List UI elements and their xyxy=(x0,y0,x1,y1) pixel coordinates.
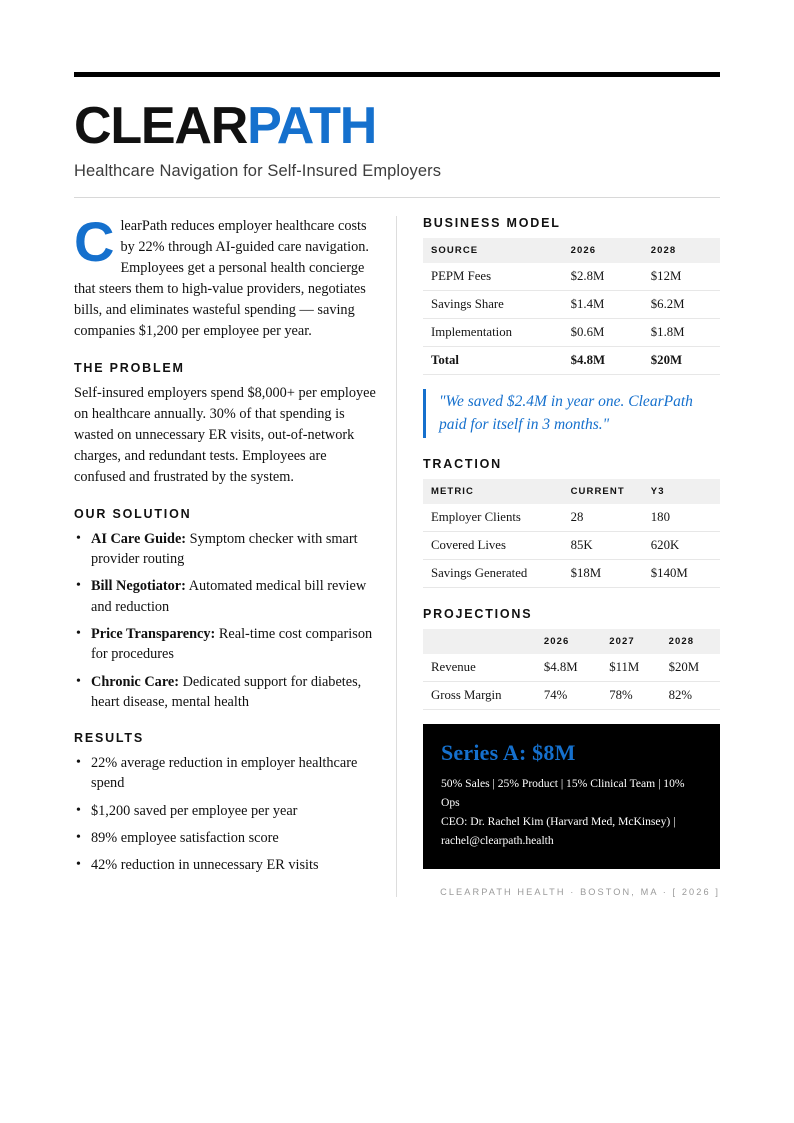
document-page xyxy=(74,0,720,897)
list-item-title: Price Transparency: xyxy=(91,625,216,642)
traction-table xyxy=(423,479,720,588)
table-row xyxy=(423,263,720,291)
business-model-table xyxy=(423,238,720,375)
cell-label: Savings Share xyxy=(423,290,563,318)
cell-value: 74% xyxy=(536,682,601,710)
table-row-total xyxy=(423,346,720,374)
cell-value: $20M xyxy=(661,654,720,682)
cell-value: $1.8M xyxy=(643,318,720,346)
cell-value: $11M xyxy=(601,654,660,682)
cell-value: 28 xyxy=(563,504,643,532)
list-item xyxy=(91,624,378,665)
top-rule xyxy=(74,72,720,77)
funding-allocation: 50% Sales | 25% Product | 15% Clinical Team | 10% Ops xyxy=(440,777,685,810)
projections-table xyxy=(423,629,720,710)
brand-accent: PATH xyxy=(247,97,377,155)
column-header: SOURCE xyxy=(423,238,563,263)
column-header: METRIC xyxy=(423,479,563,504)
footer-text: CLEARPATH HEALTH · BOSTON, MA · [ 2026 ] xyxy=(440,886,720,897)
two-column-body xyxy=(74,209,720,897)
table-row xyxy=(423,560,720,588)
funding-contact-line1: CEO: Dr. Rachel Kim (Harvard Med, McKinsey) | xyxy=(440,815,676,829)
cell-value: $4.8M xyxy=(536,654,601,682)
cell-label: Covered Lives xyxy=(423,532,563,560)
list-item-title: AI Care Guide: xyxy=(91,530,187,547)
section-heading-results: RESULTS xyxy=(74,731,145,746)
cell-value: 85K xyxy=(563,532,643,560)
cell-value: $18M xyxy=(563,560,643,588)
cell-value: $1.4M xyxy=(563,290,643,318)
list-item xyxy=(91,576,378,617)
column-header-blank xyxy=(423,629,536,654)
table-row xyxy=(423,532,720,560)
funding-title: Series A: $8M xyxy=(440,740,576,766)
cell-value: 180 xyxy=(643,504,720,532)
list-item-title: Chronic Care: xyxy=(91,673,180,690)
section-heading-projections: PROJECTIONS xyxy=(422,607,533,622)
drop-cap: C xyxy=(74,209,115,273)
brand-primary: CLEAR xyxy=(74,97,248,155)
column-header: Y3 xyxy=(643,479,720,504)
funding-contact-line2: rachel@clearpath.health xyxy=(440,833,554,847)
list-item: • 89% employee satisfaction score xyxy=(91,828,378,848)
column-header: 2026 xyxy=(536,629,601,654)
cell-value: 620K xyxy=(643,532,720,560)
solution-list xyxy=(74,529,378,712)
problem-text: Self-insured employers spend $8,000+ per employee on healthcare annually. 30% of that spending is wasted on unnecessary ER visits, out-of-network charges, and redundant tests. Employees are confused and frustrated by the system. xyxy=(74,384,376,485)
cell-value: $0.6M xyxy=(563,318,643,346)
customer-quote: "We saved $2.4M in year one. ClearPath paid for itself in 3 months." xyxy=(423,389,720,439)
list-item-text: Real-time cost comparison for procedures xyxy=(91,625,373,663)
list-item xyxy=(91,672,378,713)
cell-label: Revenue xyxy=(423,654,536,682)
table-row xyxy=(423,318,720,346)
brand-logo xyxy=(74,99,720,154)
list-item-text: Automated medical bill review and reduction xyxy=(91,578,367,615)
cell-label: Savings Generated xyxy=(423,560,563,588)
cell-value: $6.2M xyxy=(643,290,720,318)
list-item: • 22% average reduction in employer healthcare spend xyxy=(91,753,378,794)
table-row xyxy=(423,504,720,532)
column-header: 2028 xyxy=(643,238,720,263)
table-row xyxy=(423,290,720,318)
column-header: CURRENT xyxy=(563,479,643,504)
table-header-row xyxy=(423,238,720,263)
right-column xyxy=(397,216,720,897)
cell-label: Employer Clients xyxy=(423,504,563,532)
tagline: Healthcare Navigation for Self-Insured Employers xyxy=(74,161,442,180)
cell-value: 82% xyxy=(661,682,720,710)
section-heading-problem: THE PROBLEM xyxy=(74,360,185,375)
section-heading-traction: TRACTION xyxy=(422,457,502,472)
funding-callout xyxy=(423,724,720,868)
list-item-title: Bill Negotiator: xyxy=(91,578,186,595)
cell-value: $140M xyxy=(643,560,720,588)
lead-paragraph xyxy=(74,209,378,342)
list-item: • 42% reduction in unnecessary ER visits xyxy=(91,855,378,875)
header-divider xyxy=(74,197,720,198)
table-row xyxy=(423,682,720,710)
section-heading-solution: OUR SOLUTION xyxy=(74,506,192,521)
list-item: • $1,200 saved per employee per year xyxy=(91,801,378,821)
cell-label: Gross Margin xyxy=(423,682,536,710)
column-header: 2027 xyxy=(601,629,660,654)
cell-value: $2.8M xyxy=(563,263,643,291)
column-header: 2028 xyxy=(661,629,720,654)
table-header-row xyxy=(423,479,720,504)
cell-value: 78% xyxy=(601,682,660,710)
list-item-text: Symptom checker with smart provider routing xyxy=(91,530,358,568)
cell-value: $20M xyxy=(643,346,720,374)
cell-label: Implementation xyxy=(423,318,563,346)
table-row xyxy=(423,654,720,682)
left-column xyxy=(74,209,396,897)
table-header-row xyxy=(423,629,720,654)
cell-value: $4.8M xyxy=(563,346,643,374)
cell-value: $12M xyxy=(643,263,720,291)
section-heading-business-model: BUSINESS MODEL xyxy=(422,215,561,230)
results-list xyxy=(74,753,378,875)
list-item xyxy=(91,529,378,570)
column-header: 2026 xyxy=(563,238,643,263)
lead-text: learPath reduces employer healthcare costs by 22% through AI-guided care navigation. Employees get a personal health concierge that steers them to high-value providers, negotiates bills, and eliminates wasteful spending — saving companies $1,200 per employee per year. xyxy=(74,217,369,339)
cell-label: PEPM Fees xyxy=(423,263,563,291)
cell-label: Total xyxy=(423,346,563,374)
list-item-text: Dedicated support for diabetes, heart disease, mental health xyxy=(91,673,362,710)
